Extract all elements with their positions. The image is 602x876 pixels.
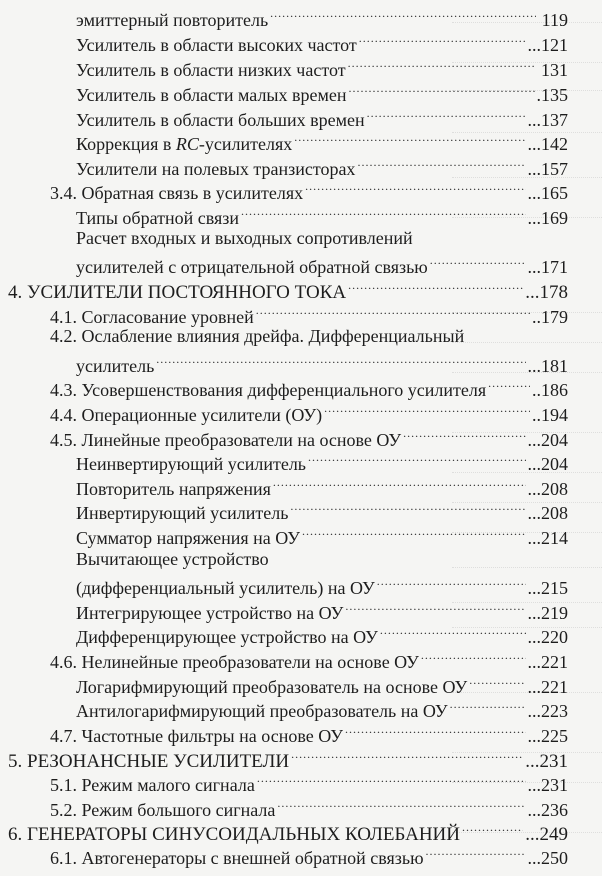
toc-entry[interactable] [76,572,568,599]
toc-leader-dots [305,177,525,199]
toc-entry-title: (дифференциальный усилитель) на ОУ [76,578,375,598]
toc-entry-title: Сумматор напряжения на ОУ [76,528,301,548]
toc-leader-dots [302,522,525,544]
toc-chapter-entry[interactable] [8,276,568,304]
toc-entry-title: усилителей с отрицательной обратной связью [76,257,428,277]
toc-leader-dots [403,424,525,446]
toc-leader-dots [450,695,526,717]
toc-entry[interactable] [50,794,568,821]
toc-entry-title: 4.5. Линейные преобразователи на основе ОУ [50,430,402,450]
toc-leader-dots [291,745,523,767]
toc-entry-title: Коррекция в RC-усилителях [76,134,293,154]
toc-leader-dots [270,4,536,26]
toc-page-number: .135 [536,85,568,105]
toc-page-number: ...223 [527,701,568,721]
toc-page-number: ...231 [527,775,568,795]
toc-leader-dots [430,251,526,273]
toc-entry-title: 6.1. Автогенераторы с внешней обратной связью [50,848,424,868]
toc-page-number: ...219 [527,603,568,623]
toc-leader-dots [241,202,526,224]
toc-leader-dots [156,350,525,372]
toc-entry[interactable] [76,128,568,155]
toc-entry[interactable] [76,104,568,131]
toc-entry-title: 5. РЕЗОНАНСНЫЕ УСИЛИТЕЛИ [8,751,290,772]
toc-page-number: ...142 [527,134,568,154]
toc-leader-dots [257,769,526,791]
toc-entry-line1: Расчет входных и выходных сопротивлений [76,228,413,248]
toc-entry-title: 4.7. Частотные фильтры на основе ОУ [50,726,343,746]
toc-entry[interactable] [50,424,568,451]
toc-entry-title: 4. УСИЛИТЕЛИ ПОСТОЯННОГО ТОКА [8,282,347,303]
toc-entry[interactable] [76,695,568,722]
toc-entry-title: Типы обратной связи [76,208,239,228]
toc-leader-dots [294,128,525,150]
toc-page-number: 131 [541,60,568,80]
toc-entry[interactable] [76,350,568,377]
toc-entry[interactable] [50,177,568,204]
toc-entry-title: усилитель [76,356,155,376]
toc-leader-dots [380,621,526,643]
toc-page-number: ...221 [527,652,568,672]
toc-entry[interactable] [50,720,568,747]
toc-page-number: ...137 [527,110,568,130]
toc-entry-title: 4.6. Нелинейные преобразователи на основе ОУ [50,652,419,672]
toc-entry-line1: Вычитающее устройство [76,549,269,569]
toc-page-number: ...169 [527,208,568,228]
toc-page-number: ...249 [525,824,568,845]
toc-leader-dots [469,671,525,693]
toc-page-number: ...250 [527,848,568,868]
toc-page-number: ...157 [527,159,568,179]
toc-leader-dots [462,818,523,840]
toc-page-number: ..186 [532,380,568,400]
toc-entry[interactable] [50,646,568,673]
toc-page-number: ...231 [525,751,568,772]
toc-page-number: ...208 [527,503,568,523]
toc-leader-dots [349,79,535,101]
toc-entry[interactable] [76,497,568,524]
toc-leader-dots [277,794,525,816]
toc-leader-dots [348,54,536,76]
toc-entry[interactable] [76,522,568,549]
toc-page-number: ...220 [527,627,568,647]
toc-leader-dots [308,448,525,470]
toc-leader-dots [290,497,525,519]
toc-leader-dots [273,473,526,495]
toc-page-number: ...204 [527,430,568,450]
toc-leader-dots [348,276,523,298]
toc-entry-title: 4.1. Согласование уровней [50,307,254,327]
toc-page-number: ...204 [527,454,568,474]
toc-leader-dots [345,597,525,619]
toc-entry-title: 5.2. Режим большого сигнала [50,800,276,820]
toc-entry[interactable] [76,251,568,278]
toc-entry[interactable] [50,769,568,796]
italic-term: RC [175,134,199,154]
toc-entry-title: Усилитель в области малых времен [76,85,347,105]
toc-entry-title: Неинвертирующий усилитель [76,454,307,474]
toc-page-number: 119 [541,10,568,30]
toc-entry-line1: 4.2. Ослабление влияния дрейфа. Дифференциальный [50,326,465,346]
toc-leader-dots [421,646,526,668]
toc-page-number: ...178 [525,282,568,303]
toc-entry-title: эмиттерный повторитель [76,10,269,30]
toc-page-number: ...171 [527,257,568,277]
toc-entry-title: Усилитель в области высоких частот [76,35,357,55]
toc-entry[interactable] [76,29,568,56]
toc-entry-title: Дифференцирующее устройство на ОУ [76,627,378,647]
toc-entry[interactable] [50,842,568,869]
toc-entry[interactable] [50,374,568,401]
toc-entry[interactable] [76,597,568,624]
toc-entry[interactable] [50,301,568,328]
toc-leader-dots [256,301,530,323]
toc-entry-title: Усилители на полевых транзисторах [76,159,356,179]
toc-page-number: ...181 [527,356,568,376]
toc-leader-dots [357,153,525,175]
toc-page-number: ...221 [527,677,568,697]
toc-page-number: ..179 [532,307,568,327]
toc-entry-title: Инвертирующий усилитель [76,503,289,523]
toc-page-number: ...208 [527,479,568,499]
toc-entry-title: 5.1. Режим малого сигнала [50,775,255,795]
toc-entry[interactable] [76,153,568,180]
toc-entry-title: Усилитель в области больших времен [76,110,365,130]
toc-entry-title: Повторитель напряжения [76,479,271,499]
toc-page-number: ...121 [527,35,568,55]
toc-page-number: ..194 [532,405,568,425]
toc-leader-dots [367,104,526,126]
toc-leader-dots [488,374,530,396]
toc-page-number: ...214 [527,528,568,548]
toc-entry[interactable] [76,54,568,81]
toc-entry-title: 6. ГЕНЕРАТОРЫ СИНУСОИДАЛЬНЫХ КОЛЕБАНИЙ [8,824,461,845]
toc-entry-title: Логарифмирующий преобразователь на основе ОУ [76,677,468,697]
toc-leader-dots [377,572,526,594]
toc-entry[interactable] [76,473,568,500]
toc-leader-dots [359,29,526,51]
toc-page-number: ...236 [527,800,568,820]
toc-entry[interactable] [76,621,568,648]
toc-entry-title: 4.3. Усовершенствования дифференциального усилителя [50,380,487,400]
toc-page-number: ...225 [527,726,568,746]
toc-entry[interactable] [50,399,568,426]
toc-entry-title: Усилитель в области низких частот [76,60,346,80]
toc-entry[interactable] [76,448,568,475]
toc-entry[interactable] [76,4,568,31]
toc-leader-dots [324,399,530,421]
toc-entry-title: 3.4. Обратная связь в усилителях [50,183,304,203]
toc-leader-dots [426,842,526,864]
toc-entry-title: Интегрирующее устройство на ОУ [76,603,344,623]
toc-leader-dots [345,720,526,742]
toc-entry[interactable] [76,202,568,229]
toc-page-number: ...165 [527,183,568,203]
toc-page-number: ...215 [527,578,568,598]
toc-entry-title: 4.4. Операционные усилители (ОУ) [50,405,323,425]
toc-entry[interactable] [76,671,568,698]
toc-entry-title: Антилогарифмирующий преобразователь на ОУ [76,701,448,721]
toc-entry[interactable] [76,79,568,106]
